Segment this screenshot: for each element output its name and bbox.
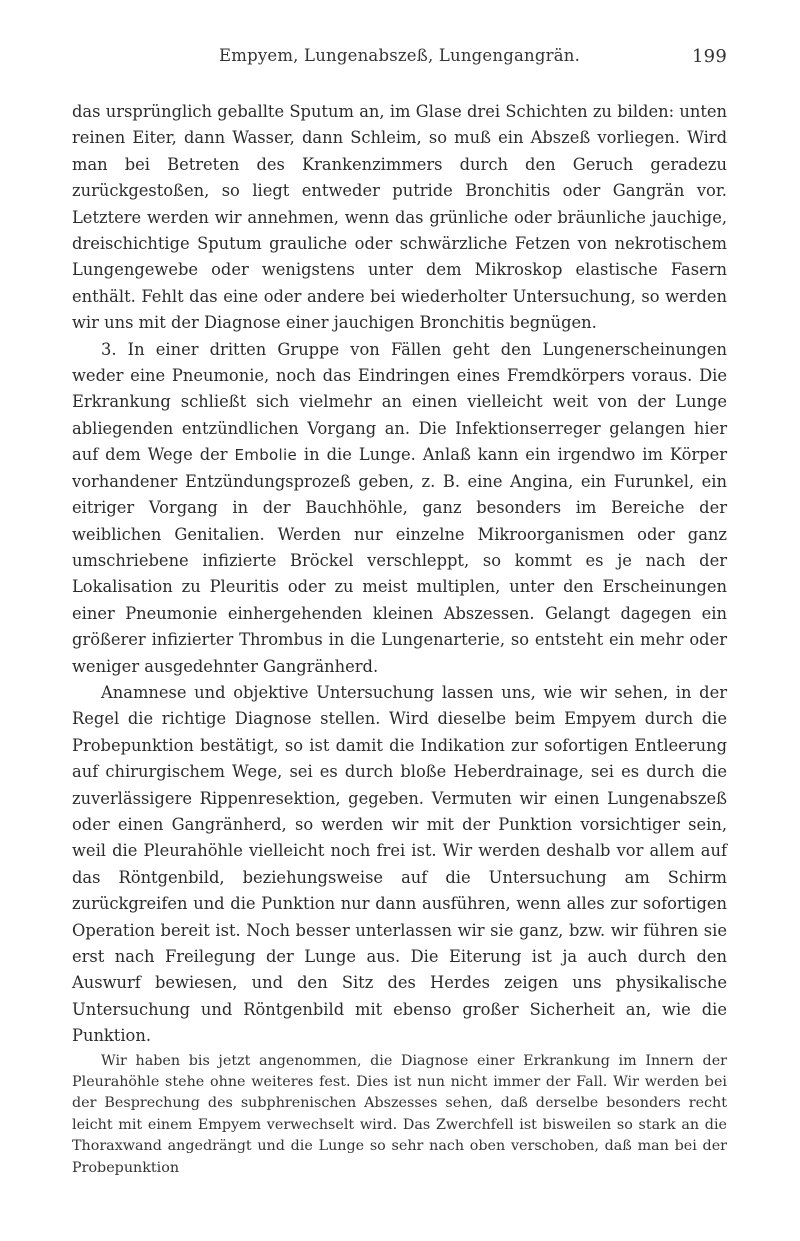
running-head (72, 46, 727, 86)
small-print-section (72, 1051, 727, 1179)
running-title: Empyem, Lungenabszeß, Lungengangrän. (218, 46, 581, 65)
body-text (72, 99, 727, 1050)
paragraph-4-small: Wir haben bis jetzt angenommen, die Diagnose einer Erkrankung im Innern der Pleurahöhle stehe ohne weiteres fest. Dies ist nun nicht immer der Fall. Wir werden bei der Besprechung des subphrenischen Abszesses sehen, daß derselbe besonders recht leicht mit einem Empyem verwechselt wird. Das Zwerchfell ist bisweilen so stark an die Thoraxwand angedrängt und die Lunge so sehr nach oben verschoben, daß man bei der Probepunktion (72, 1052, 727, 1176)
paragraph-3: Anamnese und objektive Untersuchung lassen uns, wie wir sehen, in der Regel die richtige Diagnose stellen. Wird dieselbe beim Empyem durch die Probepunktion bestätigt, so ist damit die Indikation zur sofortigen Entleerung auf chirurgischem Wege, sei es durch bloße Heberdrainage, sei es durch die zuverlässigere Rippenresektion, gegeben. Vermuten wir einen Lungenabszeß oder einen Gangränherd, so werden wir mit der Punktion vorsichtiger sein, weil die Pleurahöhle vielleicht noch frei ist. Wir werden deshalb vor allem auf das Röntgenbild, beziehungsweise auf die Untersuchung am Schirm zurückgreifen und die Punktion nur dann ausführen, wenn alles zur sofortigen Operation bereit ist. Noch besser unterlassen wir sie ganz, bzw. wir führen sie erst nach Freilegung der Lunge aus. Die Eiterung ist ja auch durch den Auswurf bewiesen, und den Sitz des Herdes zeigen uns physikalische Untersuchung und Röntgenbild mit ebenso großer Sicherheit an, wie die Punktion. (72, 682, 727, 1046)
paragraph-2-part-2: in die Lunge. Anlaß kann ein irgendwo im Körper vorhandener Entzündungsprozeß geben, z. B. eine Angina, ein Furunkel, ein eitriger Vorgang in der Bauchhöhle, ganz besonders im Bereiche der weiblichen Genitalien. Werden nur einzelne Mikroorganismen oder ganz umschriebene infizierte Bröckel verschleppt, so kommt es je nach der Lokalisation zu Pleuritis oder zu meist multiplen, unter den Erscheinungen einer Pneumonie einhergehenden kleinen Abszessen. Gelangt dagegen ein größerer infizierter Thrombus in die Lungenarterie, so entsteht ein mehr oder weniger ausgedehnter Gangränherd. (72, 445, 728, 676)
paragraph-2-part-1: 3. In einer dritten Gruppe von Fällen geht den Lungenerscheinungen weder eine Pneumonie, noch das Eindringen eines Fremdkörpers voraus. Die Erkrankung schließt sich vielmehr an einen vielleicht weit von der Lunge abliegenden entzündlichen Vorgang an. Die Infektionserreger gelangen hier auf dem Wege der (72, 339, 727, 465)
book-page (72, 46, 727, 1179)
paragraph-2 (72, 337, 727, 680)
paragraph-1: das ursprünglich geballte Sputum an, im Glase drei Schichten zu bilden: unten reinen Eiter, dann Wasser, dann Schleim, so muß ein Abszeß vorliegen. Wird man bei Betreten des Krankenzimmers durch den Geruch geradezu zurückgestoßen, so liegt entweder putride Bronchitis oder Gangrän vor. Letztere werden wir annehmen, wenn das grünliche oder bräunliche jauchige, dreischichtige Sputum grauliche oder schwärzliche Fetzen von nekrotischem Lungengewebe oder wenigstens unter dem Mikroskop elastische Fasern enthält. Fehlt das eine oder andere bei wiederholter Untersuchung, so werden wir uns mit der Diagnose einer jauchigen Bronchitis begnügen. (72, 102, 727, 333)
emphasized-term-embolie: Embolie (234, 446, 297, 465)
page-number: 199 (692, 46, 727, 67)
